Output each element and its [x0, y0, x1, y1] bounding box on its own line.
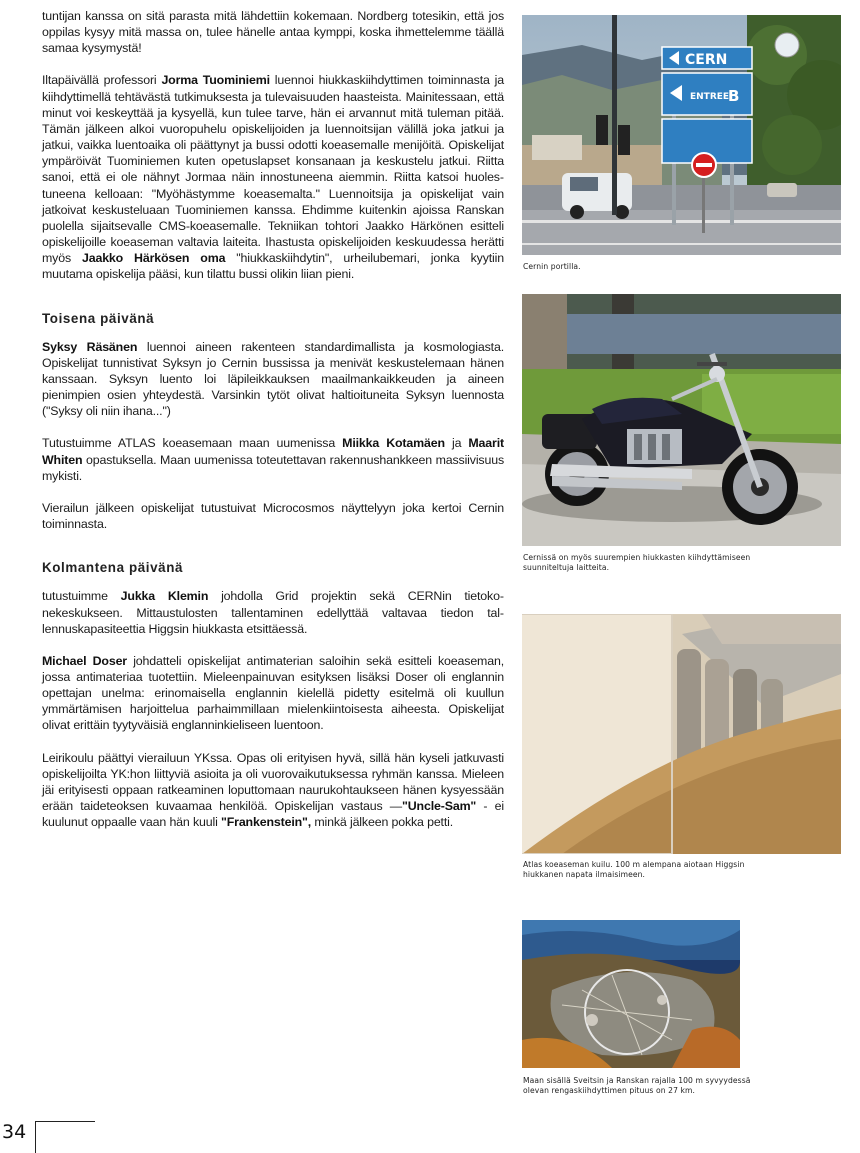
emphasized-name: Jorma Tuominiemi — [161, 73, 270, 88]
emphasized-name: Jukka Klemin — [120, 589, 209, 604]
entree-letter: B — [728, 87, 740, 105]
emphasized-name: Michael Doser — [42, 653, 127, 668]
paragraph: Michael Doser johdatteli opiskelijat antimaterian saloihin sekä esitteli koeaseman, jossa antimateriaa tuotettiin. Mieleenpainuvan esityksen lisäksi Doser oli englannin opettajan unelma: erinomaisella englannin kielellä pidetty esitelmä oli kuullun ymmärtämisen harjoittelua parhaimmillaan mielenkiintoisesta aiheesta. Opiskelijat olivat erittäin tyytyväisiä englanninkieliseen luentoon. — [42, 653, 504, 733]
emphasized-name: "Uncle-Sam" — [402, 799, 477, 814]
photo-caption: Atlas koeaseman kuilu. 100 m alempana aiotaan Higgsin hiukkanen napata ilmaisimeen. — [523, 860, 745, 879]
paragraph: Vierailun jälkeen opiskelijat tutustuivat Microcosmos näyttelyyn joka kertoi Cernin toiminnasta. — [42, 500, 504, 532]
section-heading: Kolmantena päivänä — [42, 560, 184, 576]
paragraph: Iltapäivällä professori Jorma Tuominiemi luennoi hiukkaskiihdyttimen toiminnasta ja kiihdyttimellä tehtävästä tutkimuksesta ja tulevaisuuden haasteista. Mainitessaan, että minut voi keskeyttää ja kysyellä, kun tulee tarve, hän ei arvannut mitä tuleman pitää. Tämän jälkeen alkoi vuoropuhelu opiskelijoiden ja luennoitsijan välillä joka jatkui ja jatkui, vaikka luentoaika oli päättynyt ja bussi odotti koeasemalle menijöitä. Opiskelijat ympäröivät Tuominiemen kuten opetuslapset konsanaan ja keskustelu jatkui. Riitta sanoi, että ei ole nähnyt Jormaa näin innostuneena aiemmin. Riitta katsoi huolestuneena kelloaan: "Myöhästymme koeasemalta." Luennoitsija ja opiskelijat vain jatkoivat keskusteluaan Tuominiemen kanssa. Ehdimme kuitenkin ajoissa Ranskan puolella sijaitsevalle CMS-koeasemalle. Tekniikan tohtori Jaakko Härkönen esitteli opiskelijoille koeaseman valtavia laiteita. Ihastusta opiskelijoiden keskuudessa herätti myös Jaakko Härkösen oma "hiukkaskiihdytin", urheilubemari, jonka kyytiin muutama opiskelija pääsi, kun tilattu bussi olikin liian pieni. — [42, 73, 505, 282]
paragraph: Tutustuimme ATLAS koeasemaan maan uumenissa Miikka Kotamäen ja Maarit Whiten opastuksella. Maan uumenissa toteutettavan rakennushankkeen massiivisuus mykisti. — [42, 436, 504, 483]
cern-gate-photo — [522, 15, 841, 255]
paragraph: Leirikoulu päättyi vierailuun YKssa. Opas oli erityisen hyvä, sillä hän kyseli jatkuvasti opiskelijoilta YK:hon liittyviä asioita ja oli vuorovaikutuksessa ryhmän kanssa. Mieleen jäi erityisesti oppaan ratkeaminen loputtomaan naurukohtaukseen hänen kysyessään erään taideteoksen kuvaamaa henkilöä. Opiskelijan vastaus —"Uncle-Sam" - ei kuulunut oppaalle vaan hän kuuli "Frankenstein", minkä jälkeen pokka petti. — [42, 750, 504, 830]
entree-sign-text: ENTREE — [690, 92, 730, 102]
aerial-map-photo — [522, 920, 740, 1068]
paragraph: Syksy Räsänen luennoi aineen rakenteen standardimallista ja kosmologiasta. Opiskelijat tunnistivat Syksyn jo Cernin bussissa ja menivät keskustelemaan hänen kanssaan. Syksyn luento loi läpileikkauksen maailmankaikkeuden ja aineen pienimpien osien yhteydestä. Varsinkin tytöt olivat haltioituneita Syksyn luennosta ("Syksy oli niin ihana...") — [42, 339, 504, 419]
photo-caption: Maan sisällä Sveitsin ja Ranskan rajalla 100 m syvyydessä olevan rengaskiihdyttimen pituus on 27 km. — [523, 1076, 751, 1095]
article-body — [42, 8, 504, 846]
photo-caption: Cernin portilla. — [523, 262, 581, 271]
emphasized-name: Maarit Whiten — [42, 436, 504, 467]
emphasized-name: Syksy Räsänen — [42, 339, 138, 354]
paragraph: tuntijan kanssa on sitä parasta mitä lähdettiin kokemaan. Nordberg totesikin, että jos oppilas kysyy mitä massa on, tulee hänelle antaa kymppi, koska ihmettelemme täällä samaa kysymystä! — [42, 9, 504, 56]
paragraph: tutustuimme Jukka Klemin johdolla Grid projektin sekä CERNin tietokonekeskukseen. Mittaustulosten tallentaminen edellyttää valtavaa tiedon tallennuskapasiteettia Higgsin hiukkasta etsittäessä. — [42, 589, 504, 636]
atlas-shaft-photo — [522, 614, 841, 854]
emphasized-name: Miikka Kotamäen — [342, 436, 445, 451]
emphasized-name: Jaakko Härkösen oma — [81, 251, 226, 266]
cern-sign-text: CERN — [685, 52, 728, 68]
photo-caption: Cernissä on myös suurempien hiukkasten kiihdyttämiseen suunniteltuja laitteita. — [523, 553, 751, 572]
page-number-rule — [35, 1121, 95, 1122]
emphasized-name: "Frankenstein", — [221, 815, 312, 830]
page-number-rule — [35, 1121, 36, 1153]
section-heading: Toisena päivänä — [42, 310, 155, 326]
page-number: 34 — [2, 1121, 27, 1143]
motorcycle-photo — [522, 294, 841, 546]
